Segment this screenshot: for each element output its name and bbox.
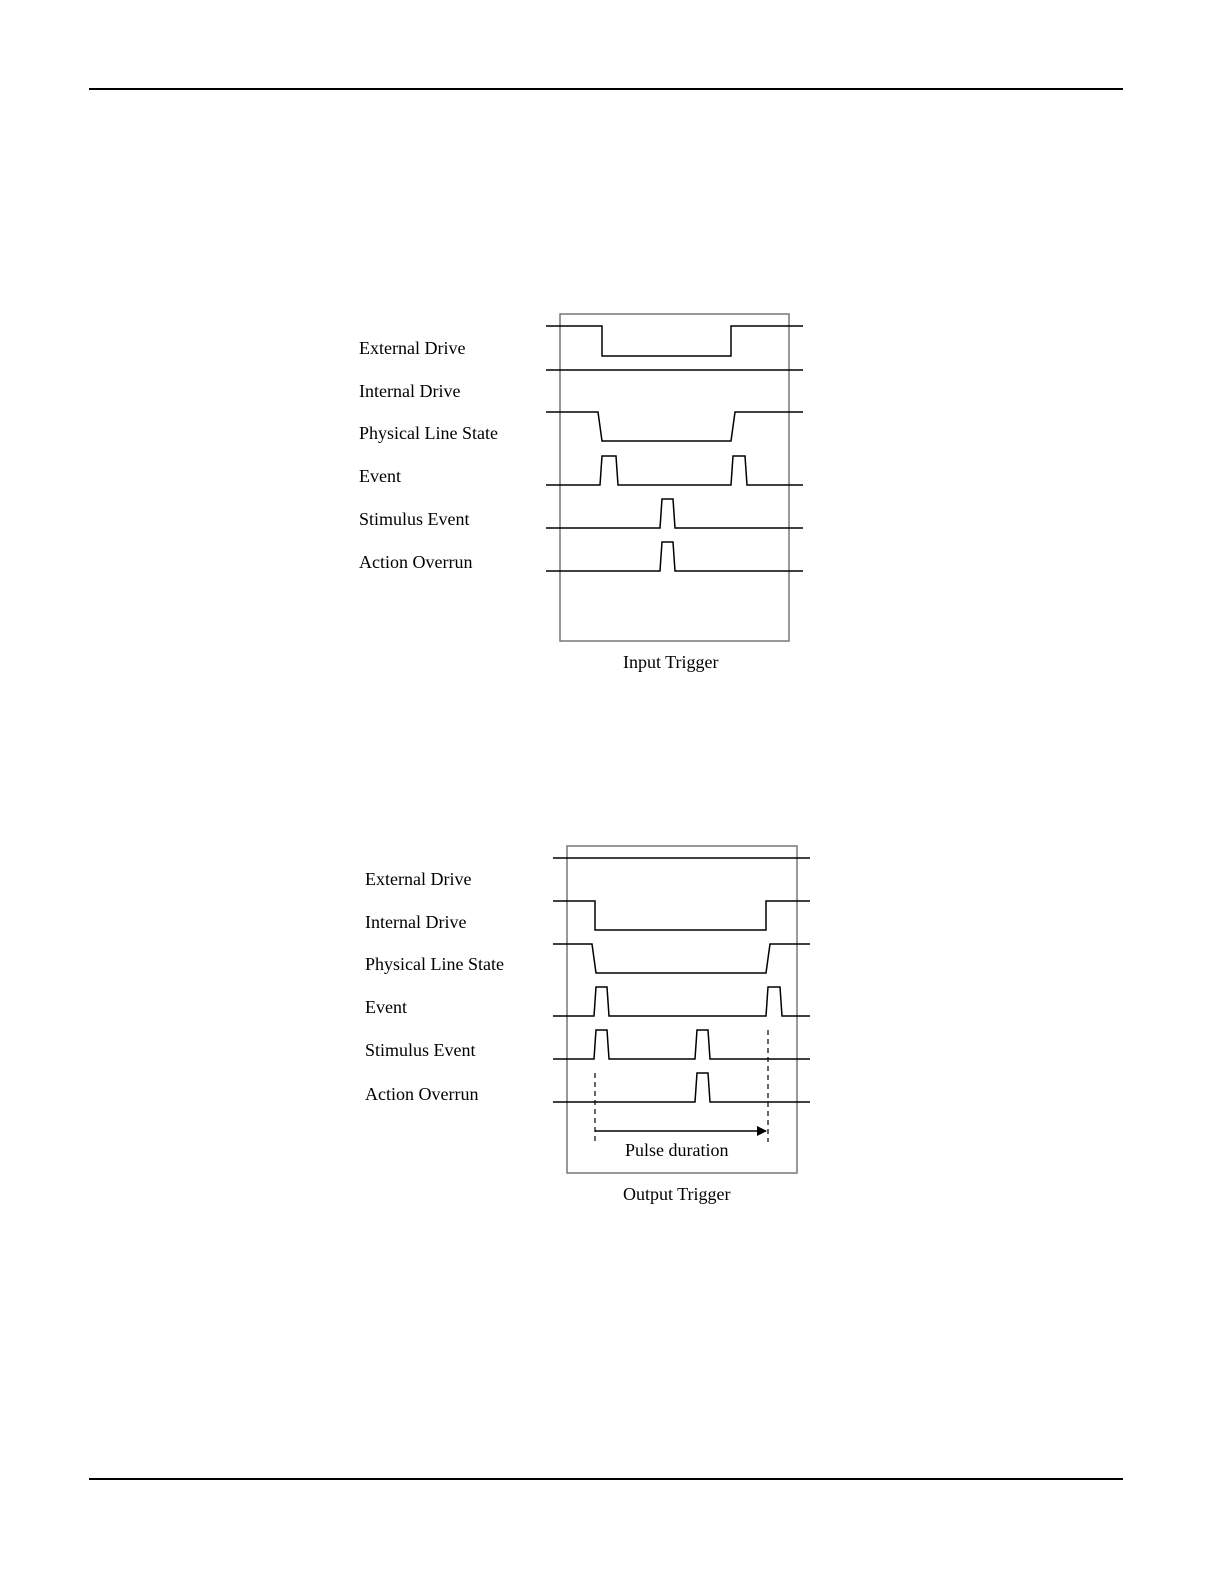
output-wave-physical-line-state <box>553 944 810 973</box>
output-wave-action-overrun <box>553 1073 810 1102</box>
output-label-physical-line-state: Physical Line State <box>365 954 504 974</box>
input-label-external-drive: External Drive <box>359 338 466 358</box>
output-label-stimulus-event: Stimulus Event <box>365 1040 476 1060</box>
output-label-internal-drive: Internal Drive <box>365 912 467 932</box>
output-caption: Output Trigger <box>623 1184 731 1204</box>
output-label-external-drive: External Drive <box>365 869 472 889</box>
input-caption: Input Trigger <box>623 652 719 672</box>
input-label-action-overrun: Action Overrun <box>359 552 473 572</box>
input-label-event: Event <box>359 466 401 486</box>
output-wave-internal-drive <box>553 901 810 930</box>
input-label-internal-drive: Internal Drive <box>359 381 461 401</box>
input-label-stimulus-event: Stimulus Event <box>359 509 470 529</box>
output-wave-stimulus-event <box>553 1030 810 1059</box>
pulse-duration-label: Pulse duration <box>625 1140 729 1160</box>
input-label-physical-line-state: Physical Line State <box>359 423 498 443</box>
output-label-action-overrun: Action Overrun <box>365 1084 479 1104</box>
output-label-event: Event <box>365 997 407 1017</box>
output-frame <box>567 846 797 1173</box>
output-wave-event <box>553 987 810 1016</box>
